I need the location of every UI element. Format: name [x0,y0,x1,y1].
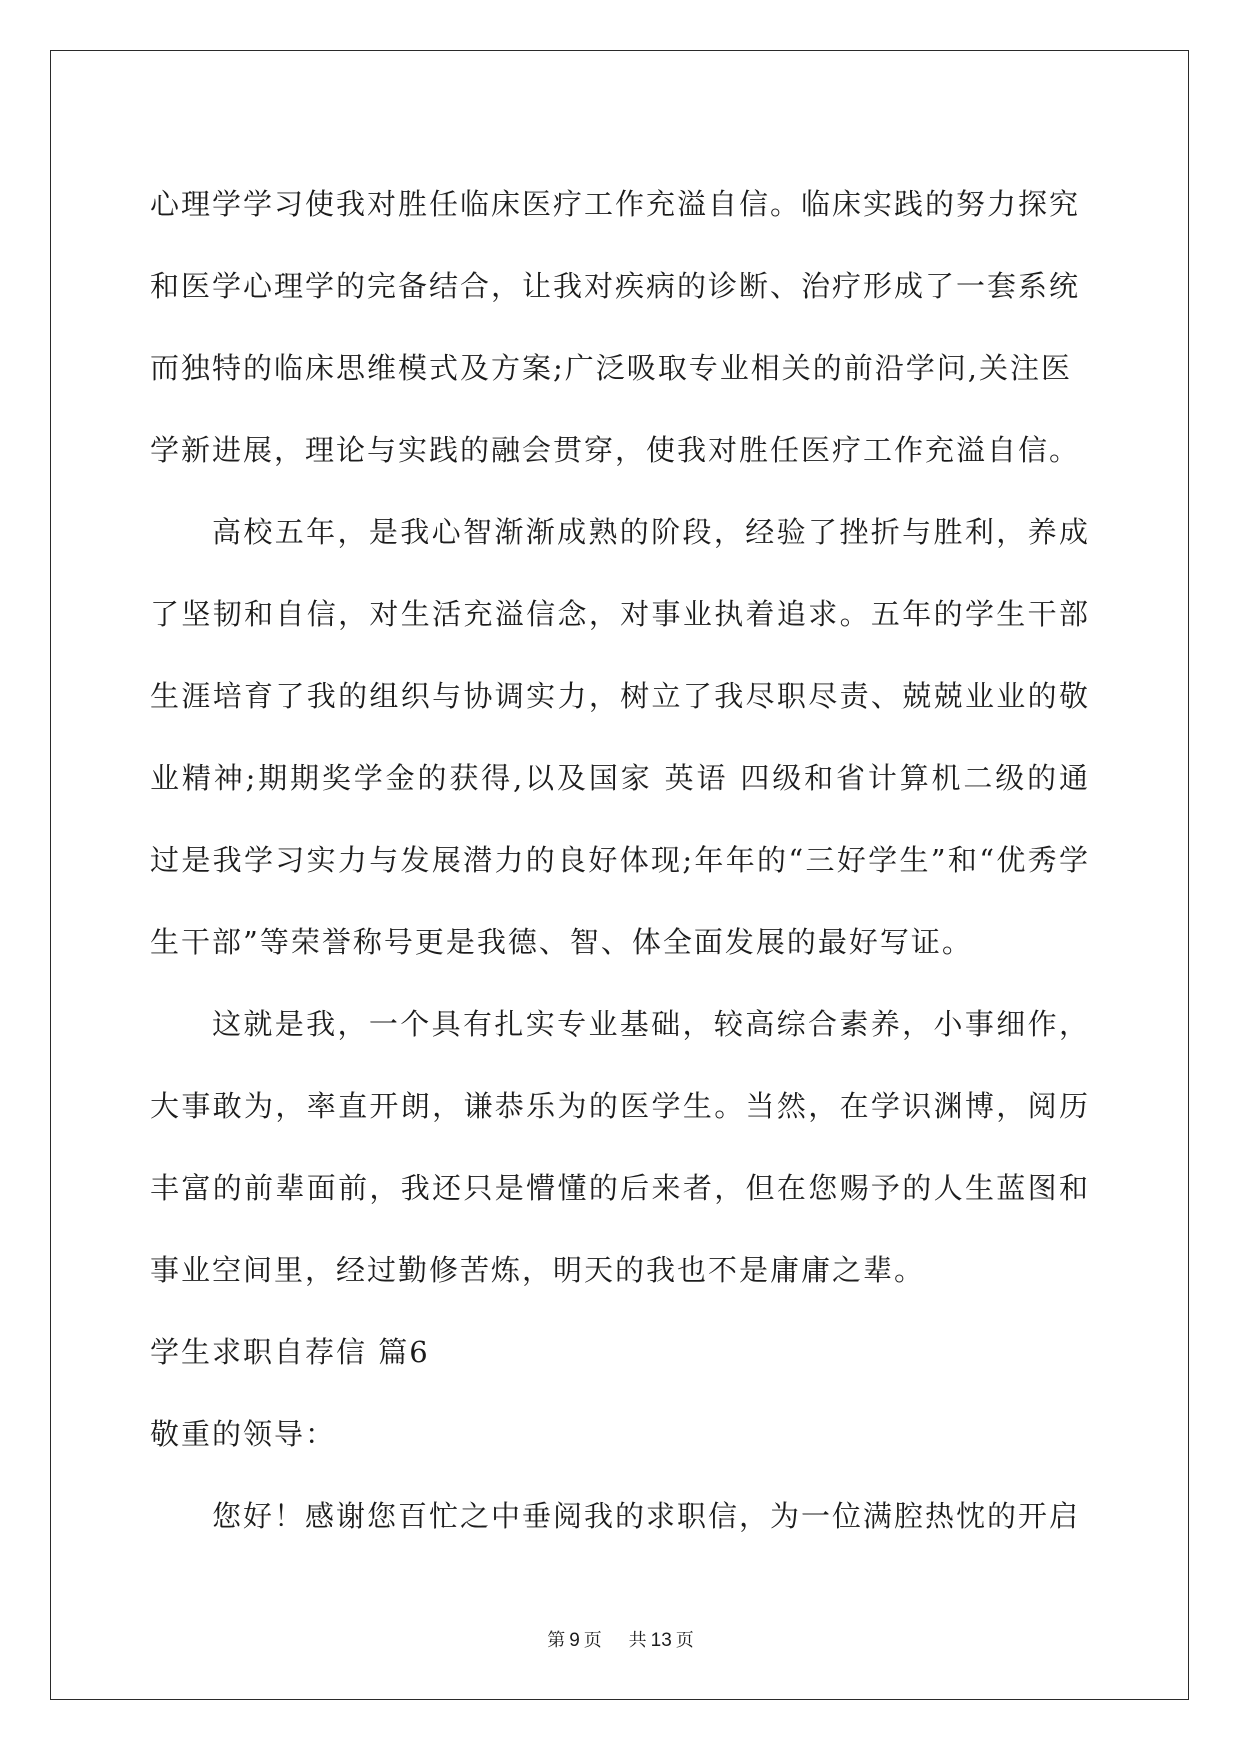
page-number: 9 [569,1630,580,1651]
page-suffix: 页 [583,1630,602,1651]
salutation: 敬重的领导： [150,1417,337,1451]
paragraph-greeting: 您好！感谢您百忙之中垂阅我的求职信，为一位满腔热忱的开启 [212,1499,1081,1533]
total-suffix: 页 [675,1630,694,1651]
document-body [150,163,1090,1557]
page-prefix: 第 [547,1630,566,1651]
section-heading: 学生求职自荐信 篇6 [150,1335,430,1369]
paragraph-1: 心理学学习使我对胜任临床医疗工作充溢自信。临床实践的努力探究和医学心理学的完备结合，让我对疾病的诊断、治疗形成了一套系统而独特的临床思维模式及方案;广泛吸取专业相关的前沿学问,关注医学新进展，理论与实践的融会贯穿，使我对胜任医疗工作充溢自信。 [150,187,1081,467]
page-footer [0,1626,1241,1652]
total-prefix: 共 [628,1630,647,1651]
total-pages: 13 [650,1630,672,1651]
paragraph-3: 这就是我，一个具有扎实专业基础，较高综合素养，小事细作，大事敢为，率直开朗，谦恭乐为的医学生。当然，在学识渊博，阅历丰富的前辈面前，我还只是懵懂的后来者，但在您赐予的人生蓝图和事业空间里，经过勤修苦炼，明天的我也不是庸庸之辈。 [150,1007,1090,1287]
paragraph-2: 高校五年，是我心智渐渐成熟的阶段，经验了挫折与胜利，养成了坚韧和自信，对生活充溢信念，对事业执着追求。五年的学生干部生涯培育了我的组织与协调实力，树立了我尽职尽责、兢兢业业的敬业精神;期期奖学金的获得,以及国家 英语 四级和省计算机二级的通过是我学习实力与发展潜力的良好体现;年年的“三好学生”和“优秀学生干部”等荣誉称号更是我德、智、体全面发展的最好写证。 [150,515,1090,959]
